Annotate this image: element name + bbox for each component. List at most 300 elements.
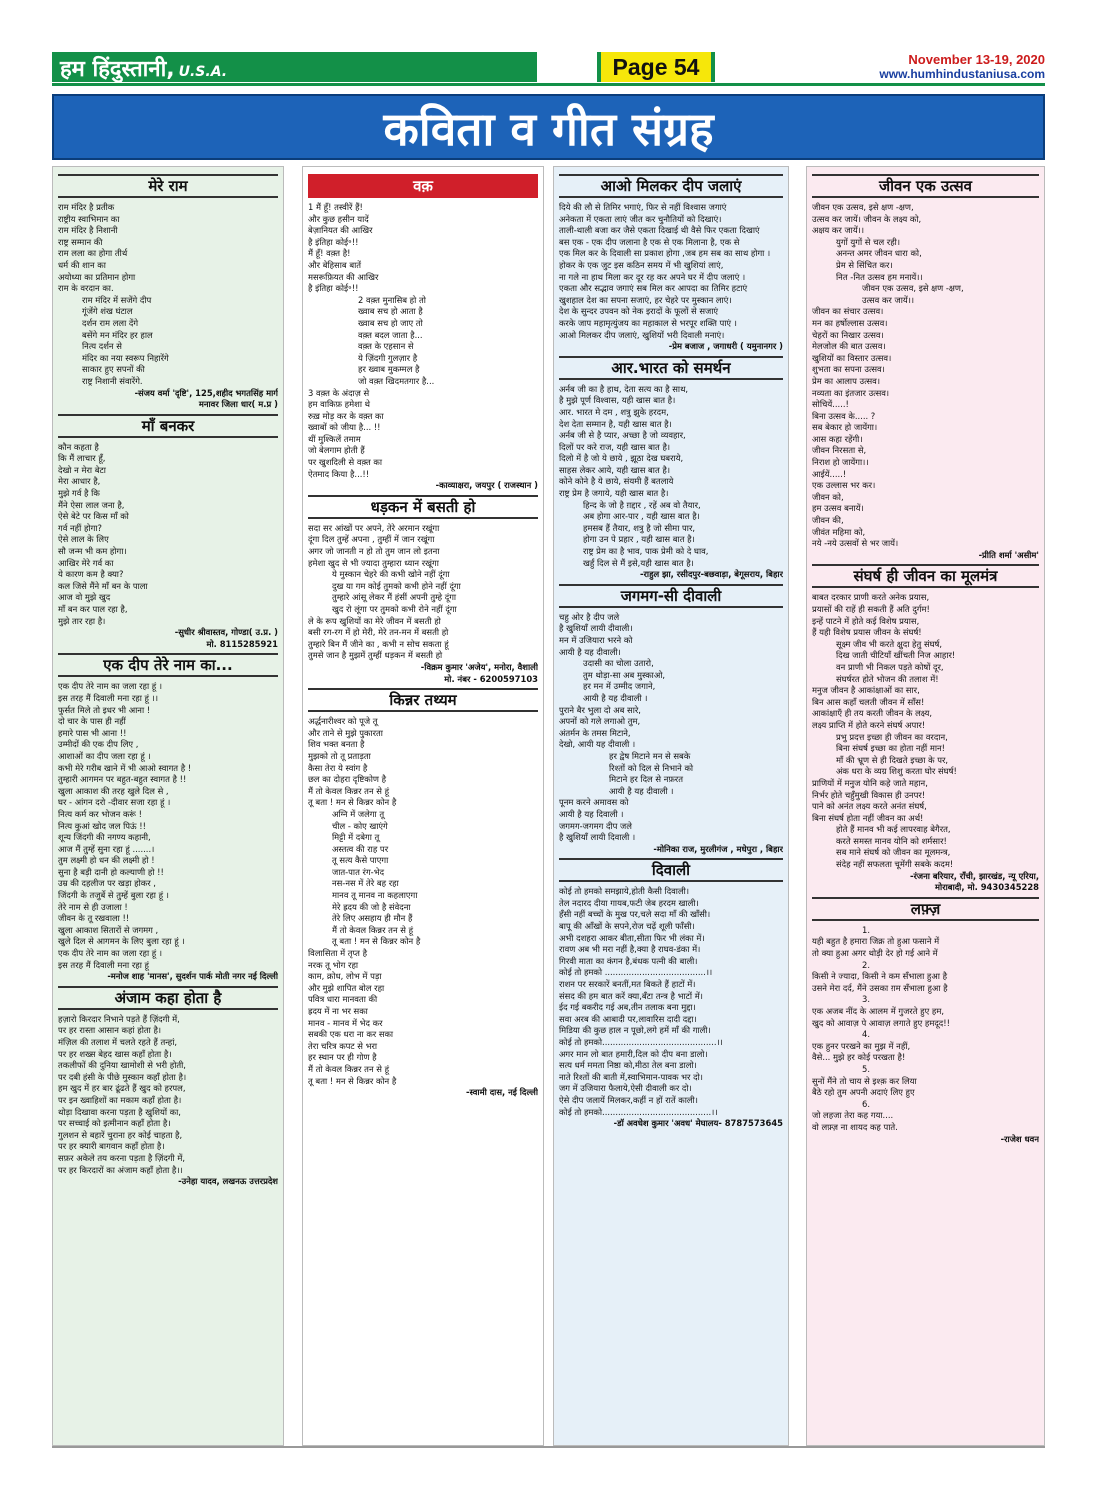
poem-line: हर ख्वाब मुकम्मल है	[358, 364, 420, 375]
poem-section	[559, 858, 783, 1129]
poem-line: मंदिर का नया स्वरूप निहारेंगे	[82, 352, 169, 363]
poem-line: मैं तो केवल किन्नर तन से हूं	[332, 924, 414, 935]
poem-line: सोचियें.....!	[812, 399, 849, 410]
poem-line: सबकी एक धरा ना कर सका	[308, 1029, 394, 1040]
poem-line: 2.	[862, 959, 870, 970]
poem-line: तुम थोड़ा-सा अब मुस्काओ,	[583, 669, 666, 680]
poem-line: खुला आकाश सितारों से जगमग ,	[58, 924, 159, 935]
poem-line: नये -नये उत्सवों से भर जायें।	[812, 538, 899, 549]
poem-line: रुख़ मोड़ कर के वक़्त का	[308, 410, 384, 421]
poem-line: 3.	[862, 994, 870, 1005]
poem-line: और कुछ हसीन यादें	[308, 213, 369, 224]
poem-line: अब होगा आर-पार , यही खास बात है।	[583, 511, 700, 522]
poem-line: पर हर क्यारी बागवान कहाँ होता है।	[58, 1141, 165, 1152]
poem-line: मुझको तो तू प्रताड़ता	[308, 750, 371, 761]
poem-line: अयोध्या का प्रतिमान होगा	[58, 271, 136, 282]
poem-line: है इंतिहा कोई॰!!	[308, 283, 359, 294]
poem-line: खुला आकाश की तरह खुले दिल से ,	[58, 785, 169, 796]
poem-line: हर मन में उम्मीद जगाने,	[583, 681, 656, 692]
header-meta	[879, 52, 1045, 81]
website-link[interactable]: www.humhindustaniusa.com	[879, 67, 1045, 81]
poem-line: मंज़िल की तलाश में चलते रहते हैं तन्हां,	[58, 1037, 178, 1047]
poem-line: रावण अब भी मरा नहीं है,क्या है राघव-डंका में।	[559, 944, 701, 955]
poem-credit: मनावर जिला धार( म.प्र )	[198, 399, 278, 410]
poem-title: आर.भारत को समर्थन	[559, 356, 783, 380]
poem-line: प्रेम से सिंचित कर।	[836, 259, 893, 270]
poem-line: जीवन का संचार उत्सव।	[812, 306, 884, 317]
poem-line: आज वो मुझे खुद	[58, 592, 111, 603]
poem-line: खुद रो लूंगा पर तुमको कभी रोने नहीं दूंगा	[332, 604, 457, 614]
poem-line: अंक धरा के व्यग्र शिशु करता घोर संघर्ष!	[836, 766, 957, 777]
poem-line: तू बता ! मन से किन्नर कोन है	[308, 1075, 397, 1086]
poem-line: हर स्थान पर ही गोण है	[308, 1052, 377, 1063]
poem-line: जीवन की,	[812, 515, 844, 526]
poem-line: खुले दिल से आगमन के लिए बुला रहा हूं ।	[58, 936, 185, 947]
poem-line: मिट्टी में दबेगा तू	[332, 832, 380, 843]
poem-line: एकता और सद्भाव जगाएं सब मिल कर आपदा का तिमिर हटाएं	[559, 283, 748, 294]
poem-line: अगर मान लो बात हमारी,दिल को दीप बना डालो।	[559, 1048, 708, 1059]
poem-line: सफ़र अकेले तय करना पड़ता है ज़िंदगी में,	[58, 1152, 186, 1163]
poem-line: अर्नब जी का है हाथ, देता सत्य का है साथ,	[559, 383, 689, 394]
poem-line: छल का दोहरा दृष्टिकोण है	[308, 774, 387, 785]
poem-line: सदा सर आंखों पर अपने, तेरे अरमान रखूंगा	[308, 522, 440, 533]
poem-line: उत्सव कर जायें। जीवन के लक्ष्य को,	[812, 213, 922, 224]
poem-line: चहु ओर है दीप जले	[559, 611, 620, 622]
poem-section	[559, 584, 783, 855]
poem-line: अर्द्धनारीश्वर को पूजे तू	[308, 716, 378, 727]
poem-credit: -संजय वर्मा 'दृष्टि', 125,शहीद भगतसिंह मार्ग	[134, 387, 278, 398]
poem-line: कैसा तेरा ये स्वांग है	[308, 762, 368, 773]
poem-line: राम लला का होगा तीर्थ	[58, 248, 128, 259]
poem-credit: मोराबादी, मो. 9430345228	[935, 882, 1039, 893]
poem-line: कल जिसे मैंने माँ बन के पाला	[58, 580, 148, 591]
poem-line: विलासिता में तृप्त है	[308, 948, 368, 959]
poem-section	[308, 688, 538, 1099]
poem-line: मनुज जीवन है आकांक्षाओं का सार,	[812, 685, 920, 696]
poem-line: सब माने संघर्ष को जीवन का मूलमन्त्र,	[836, 847, 951, 858]
poem-line: सवा अरब की आबादी पर,लावारिस दादी दद्दा।	[559, 1013, 697, 1024]
poem-line: जो लहजा तेरा कह गया....	[812, 1110, 894, 1121]
poem-line: शून्य जिंदगी की नगण्य कहानी,	[58, 832, 151, 843]
poem-line: नित्य कर्म कर भोजन करूं !	[58, 808, 142, 819]
poem-line: 4.	[862, 1029, 870, 1040]
page-number: Page 54	[597, 52, 715, 82]
poem-line: वक़्त बदल जाता है...	[358, 329, 423, 340]
poem-line: बाबत दरकार प्राणी करते अनेक प्रयास,	[812, 592, 930, 603]
poem-line: ये कारण कम है क्या?	[58, 569, 124, 580]
poem-line: दर्शन राम लला देंगे	[82, 317, 139, 328]
poem-line: राम के वरदान का.	[58, 283, 114, 294]
poem-section	[812, 897, 1039, 1145]
poem-line: कि मैं लाचार हूँ,	[58, 453, 106, 464]
poem-line: गूंजेंगे शंख घंटाल	[82, 306, 133, 317]
poem-line: पर दबी हंसी के पीछे मुस्कान कहाँ होता है।	[58, 1071, 187, 1082]
poem-line: मुझे तार रहा है।	[58, 615, 106, 626]
poem-line: लक्ष्य प्राप्ति में होते करने संघर्ष अपार!	[812, 719, 926, 730]
page-header	[52, 52, 1045, 86]
poem-line: मसरूफ़ियत की आखिर	[308, 271, 379, 282]
poem-line: जिंदगी के तजुर्बे से तुम्हें बुला रहा हूं ।	[58, 890, 169, 901]
poem-line: हैं यही विशेष प्रयास जीवन के संघर्ष!	[812, 627, 922, 638]
poem-line: दिख जाती चीटियाँ खींचती निज आहार!	[836, 650, 956, 661]
poem-line: बैठे रहो तुम अपनी अदाएं लिए हुए	[812, 1087, 915, 1098]
poem-line: मिटाने हर दिल से नफ़रत	[609, 774, 683, 785]
poem-line: प्रयासों की राहें ही सकती हैं अति दुर्गम!	[812, 604, 930, 614]
poem-line: उदासी का चोला उतारो,	[583, 658, 654, 669]
poem-line: अस्तत्व की राह पर	[332, 843, 389, 854]
poem-line: हम वाकिफ़ हमेशा थे	[308, 399, 370, 410]
poem-credit: -स्वामी दास, नई दिल्ली	[466, 1087, 538, 1098]
poem-line: हम उत्सव बनायें।	[812, 503, 864, 514]
poem-line: ऐसे लाल के लिए	[58, 534, 109, 545]
poem-line: साकार हुए सपनों की	[82, 364, 145, 375]
poem-credit: -मोनिका राज, मुरलीगंज , मधेपुरा , बिहार	[653, 843, 783, 854]
poem-line: तकलीफों की दुनिया खामोशी से भरी होती,	[58, 1060, 186, 1071]
poem-line: आकांक्षाएँ ही तय करती जीवन के लक्ष्य,	[812, 708, 933, 719]
poem-line: एक हुनर परखने का मुझ में नहीं,	[812, 1040, 911, 1051]
poem-title: धड़कन में बसती हो	[308, 495, 538, 519]
poem-line: ह्रदय में ना भर सका	[308, 1006, 368, 1016]
poem-section	[812, 564, 1039, 893]
poem-line: तू बता ! मन से किन्नर कोन है	[308, 797, 397, 808]
poem-line: निर्भर होते चहुँमुखी विकास ही उनपर!	[812, 789, 926, 800]
poem-line: सौ जन्म भी कम होगा।	[58, 546, 127, 557]
poem-line: बिन आस कहाँ चलती जीवन में साँस!	[812, 696, 925, 707]
poem-line: आयी है यह दीवाली ।	[609, 785, 674, 796]
poem-section	[559, 174, 783, 353]
poem-line: पर हर किरदारों का अंजाम कहाँ होता है।।	[58, 1164, 183, 1175]
poem-line: है इंतिहा कोई॰!!	[308, 236, 359, 247]
poem-line: तुम्हारे आंसू लेकर मैं हंसीं अपनी तुम्हे दूंगा	[332, 592, 457, 603]
poem-line: है मुझे पूर्ण विश्वास, यही खास बात है।	[559, 395, 676, 406]
poem-line: एक दीप तेरे नाम का जला रहा हूं ।	[58, 681, 163, 692]
poem-credit: -राजेश धवन	[1000, 1133, 1039, 1144]
poem-line: पाने को अनंत लक्ष्य करते अनंत संघर्ष,	[812, 801, 927, 812]
poem-line: नित्य दर्शन से	[82, 341, 122, 352]
poem-line: बसेंगे मन मंदिर हर हाल	[82, 329, 153, 340]
poem-line: तेरे नाम से ही उजाला !	[58, 901, 128, 912]
poem-line: घर - आंगन दरो -दीवार सजा रहा हूं ।	[58, 797, 171, 808]
poem-line: तुम्हारी आगमन पर बहुत-बहुत स्वागत है !!	[58, 774, 187, 785]
poem-line: मुझे गर्व है कि	[58, 488, 100, 499]
poem-title: माँ बनकर	[58, 414, 278, 438]
poem-line: उम्र की दहलीज पर खड़ा होकर ,	[58, 878, 156, 889]
poem-line: 1.	[862, 924, 870, 935]
poem-title: एक दीप तेरे नाम का...	[58, 653, 278, 677]
poem-line: गर्व नहीं होगा?	[58, 522, 102, 533]
poem-line: मानव तू मानव ना कहलाएगा	[332, 890, 418, 901]
poem-line: कोई तो हमको समझाये,होती कैसी दिवाली।	[559, 886, 689, 897]
poem-line: मन का हर्षोल्लास उत्सव।	[812, 317, 888, 328]
poem-line: तेरे लिए असहाय ही मौन हैं	[332, 913, 413, 924]
poem-line: देखो, आयी यह दीवाली ।	[559, 739, 636, 750]
poem-line: राम मंदिर है निशानी	[58, 225, 118, 236]
poem-line: हिन्द के जो है ग़द्दार , रहें अब वो तैयार,	[583, 499, 701, 510]
poem-line: खुशहाल देश का सपना सजाएं, हर चेहरे पर मुस्कान लाएं।	[559, 294, 732, 305]
poem-line: तेल नदारद दीया गायब,फटी जेब हरदम खाली।	[559, 897, 699, 908]
poem-title: किन्नर तथ्यम	[308, 688, 538, 712]
poem-line: दिये की लौ से तिमिर भगाएं, फिर से नहीं विश्वास जगाएं	[559, 202, 727, 212]
poem-line: हर द्वेष मिटाने मन से सबके	[609, 750, 691, 761]
poem-line: तू सत्य कैसे पाएगा	[332, 855, 389, 866]
poem-line: अभी दशहरा आकर बीता,सीता फिर भी लंका में।	[559, 932, 705, 943]
poem-line: तुमसे जान है मुझमें तुम्हीं धड़कन में बसती हो	[308, 650, 443, 661]
poem-line: होकर के एक जुट इस कठिन समय में भी खुशियां लाएं,	[559, 259, 724, 270]
poem-section	[308, 495, 538, 685]
poem-line: ख्वाब सच हो आता है	[358, 306, 423, 317]
poem-title: वक़	[308, 174, 538, 198]
poem-line: फुर्सत मिले तो इधर भी आना !	[58, 704, 151, 715]
poem-line: शिव भक्त बनता है	[308, 739, 365, 750]
poem-line: दुख या गम कोई तुमको कभी होने नहीं दूंगा	[332, 580, 461, 591]
poem-line: गुलशन से बहारें चुराना हर कोई चाहता है,	[58, 1129, 183, 1140]
poem-line: एक मिल कर के दिवाली सा प्रकाश होगा ,जब हम सब का साथ होगा ।	[559, 248, 771, 259]
poem-credit: -मनोज शाह 'मानस', सुदर्शन पार्क मोती नगर नई दिल्ली	[107, 971, 278, 982]
poem-line: मैं हूँ! वक़्त है!	[308, 248, 351, 259]
poem-credit: -डॉ अवधेश कुमार 'अवध' मेघालय- 8787573645	[613, 1118, 783, 1129]
poem-line: आयी है यह दीवाली ।	[583, 692, 648, 703]
poem-line: चेहरों का निखार उत्सव।	[812, 329, 884, 340]
poem-section	[58, 653, 278, 982]
poem-credit: -राहुल झा, रसीदपुर-बछवाड़ा, बेगूसराय, बिहार	[640, 569, 783, 580]
poem-line: हँसी नहीं बच्चों के मुख पर,चले सदा माँ की खाँसी।	[559, 909, 711, 920]
poem-section	[58, 414, 278, 651]
poem-line: राष्ट्र प्रेम है जगाये, यही खास बात है।	[559, 488, 669, 499]
poem-line: अर्नब जी से है प्यार, अच्छा है जो व्यवहार,	[559, 430, 686, 441]
poem-credit: मो. नंबर - 6200597103	[444, 673, 538, 684]
poem-line: वो लफ़्ज़ ना शायद कह पाते.	[812, 1121, 898, 1132]
poem-line: दो चार के पास ही नहीं	[58, 716, 126, 727]
poem-title: मेरे राम	[58, 174, 278, 198]
poem-line: 3 वक़्त के अंदाज़ से	[308, 387, 370, 398]
poem-line: देखो न मेरा बेटा	[58, 464, 106, 475]
poem-line: 1 मैं हूँ! तस्वीरें हैं!	[308, 202, 363, 212]
poem-line: कोने कोने है ये छाये, संयमी हैं बतलाये	[559, 476, 674, 487]
poem-line: आईयें.....!	[812, 468, 847, 479]
poem-line: अग्नि में जलेगा तू	[332, 808, 385, 819]
poem-line: ना गले ना हाथ मिला कर दूर रह कर अपने घर में दीप जलाएं ।	[559, 271, 746, 282]
poem-line: वैसे... मुझे हर कोई परखता है!	[812, 1052, 906, 1063]
poem-line: ये ज़िंदगी गुलज़ार है	[358, 352, 418, 363]
poem-line: दूंगा दिल तुम्हें अपना , तुम्हीं में जान रखूंगा	[308, 534, 435, 545]
poem-title: आओ मिलकर दीप जलाएं	[559, 174, 783, 198]
masthead-title: हम हिंदुस्तानी,	[60, 57, 175, 82]
poem-line: जीवन निरसता से,	[812, 445, 867, 456]
poem-line: अपनों को गले लगाओ तुम,	[559, 716, 641, 727]
poem-line: अनेकता में एकता लाएं जीत कर चुनौतियों को दिखाएं।	[559, 213, 722, 224]
poem-line: सत्य धर्म ममता निष्ठा को,मीठा तेल बना डालो।	[559, 1060, 697, 1071]
masthead-logo	[52, 52, 537, 82]
poem-line: और ताने से मुझे पुकारता	[308, 727, 383, 738]
poem-line: राष्ट्र निशानी संवारेंगे.	[82, 375, 143, 386]
poem-line: सूक्ष्म जीव भी करते क्षुदा हेतु संघर्ष,	[836, 638, 943, 649]
poem-line: मन में उजियारा भरने को	[559, 635, 633, 645]
poem-line: मैं तो केवल किन्नर तन से हूं	[308, 785, 390, 796]
poem-line: आओ मिलकर दीप जलाएं, खुशियों भरी दिवाली मनाएं।	[559, 329, 725, 340]
poem-line: मेलजोल की बात उत्सव।	[812, 341, 886, 352]
poem-line: जीवन के तू रखवाला !!	[58, 913, 130, 924]
poem-line: जो बेलगाम होती हैं	[308, 445, 365, 456]
poem-line: एक उल्लास भर कर।	[812, 480, 876, 491]
issue-date: November 13-19, 2020	[908, 52, 1045, 67]
poem-section	[812, 174, 1039, 561]
poem-line: कभी मेरे गरीब खाने में भी आओ स्वागत है !	[58, 762, 192, 773]
poem-line: इस तरह मैं दिवाली मना रहा हूं ।।	[58, 692, 159, 703]
poem-line: बसी रग-रग में हो मेरी, मेरे तन-मन में बसती हो	[308, 627, 449, 638]
poem-credit: मो. 8115285921	[206, 638, 278, 649]
poem-line: सुनों मैंने तो चाय से इश्क़ कर लिया	[812, 1075, 917, 1086]
poem-line: संघर्षरत होते भोजन की तलाश में!	[836, 673, 939, 684]
poem-line: दिलों पर करे राज, यही खास बात है।	[559, 441, 671, 452]
poem-line: साहस लेकर आये, यही खास बात है।	[559, 464, 671, 475]
poem-line: आयी है यह दिवाली ।	[559, 808, 624, 819]
poem-line: 2 वक़्त मुनासिब हो तो	[358, 294, 426, 305]
poem-line: ऐसे बेटे पर किस माँ को	[58, 511, 129, 522]
poem-line: संदेह नहीं सफलता चूमेंगी सबके कदम!	[836, 859, 954, 870]
poem-section	[58, 174, 278, 411]
poem-line: प्रेम का आलाप उत्सव।	[812, 375, 881, 386]
section-banner: कविता व गीत संग्रह	[52, 94, 1045, 160]
poem-line: जग में उजियारा फैलाये,ऐसी दीवाली कर दो।	[559, 1083, 692, 1094]
poem-line: ख्वाबों को जीया है... !!	[308, 422, 381, 433]
poem-line: ले के रूप खुशियों का मेरे जीवन में बसती हो	[308, 615, 441, 626]
poem-credit: -उनेहा यादव, लखनऊ उत्तरप्रदेश	[178, 1176, 278, 1187]
poem-line: रिश्तों को दिल से निभाने को	[609, 762, 694, 773]
poem-line: देश देता सम्मान है, यही खास बात है।	[559, 418, 672, 429]
poem-line: होगा उन पे प्रहार , यही खास बात है।	[583, 534, 695, 545]
poem-line: धर्म की शान का	[58, 259, 106, 270]
poem-credit: -काव्याक्षरा, जयपुर ( राजस्थान )	[435, 480, 538, 491]
poem-line: तुम लक्ष्मी हो धन की लक्ष्मी हो !	[58, 855, 155, 866]
poem-line: यही बहुत है हमारा जिक्र तो हुआ फसाने में	[812, 936, 940, 947]
poem-line: अगर जो जानती न हो तो तुम जान लो इतना	[308, 546, 440, 557]
poem-line: उत्सव कर जायें।।	[862, 294, 915, 305]
poem-line: नाते रिश्तों की बाती में,स्वाभिमान-पावक भर दो।	[559, 1071, 703, 1082]
poem-line: करते समस्त मानव योनि को शर्मसार!	[836, 835, 947, 846]
poem-line: आस कहा रहेंगी।	[812, 433, 863, 444]
poem-line: जगमग-जगमग दीप जले	[559, 820, 632, 831]
poem-line: चील - कोए खाएंगे	[332, 820, 388, 831]
poem-line: राम मंदिर में सजेंगे दीप	[82, 294, 152, 305]
poem-line: बिना उत्सव के..... ?	[812, 410, 876, 421]
poem-line: खुशियों का विस्तार उत्सव।	[812, 352, 892, 363]
poem-line: मेरे ह्रदय की जो है संवेदना	[332, 901, 411, 912]
poem-credit: -सुधीर श्रीवास्तव, गोण्डा( उ.प्र. )	[174, 627, 278, 638]
poem-line: बिना संघर्ष इच्छा का होता नहीं मान!	[836, 743, 946, 754]
poem-line: आर. भारत मे दम , शत्रु झुके हरदम,	[559, 406, 669, 417]
poem-line: मिडिया की कुछ हाल न पूछो,लगे हमें माँ की गाली।	[559, 1025, 711, 1036]
poem-line: जीवंत महिमा को,	[812, 526, 866, 537]
poem-line: हमारे पास भी आना !!	[58, 727, 127, 738]
poem-line: जात-पात रंग-भेद	[332, 866, 385, 877]
poem-line: अक्षय कर जायें।।	[812, 225, 865, 236]
poem-line: तेरा चरित्र कपट से भरा	[308, 1040, 378, 1051]
poem-line: थीं मुश्किलें तमाम	[308, 433, 361, 444]
poem-line: नस-नस में तेरे बह रहा	[332, 878, 399, 889]
poem-title: अंजाम कहा होता है	[58, 986, 278, 1010]
poem-line: वक़्त के एहसान से	[358, 341, 414, 352]
poem-line: पर हर रास्ता आसान कहां होता है।	[58, 1025, 162, 1036]
poem-line: उसने मेरा दर्द, मैंने उसका ग़म सँभाला हुआ है	[812, 982, 948, 993]
poem-line: कोई तो हमको.........................................।।	[559, 1106, 718, 1117]
poem-credit: -प्रीति शर्मा 'असीम'	[978, 549, 1039, 560]
poem-line: आज मैं तुम्हें सुना रहा हूं .......।	[58, 843, 155, 854]
poem-line: प्राणियों में मनुज योनि कहे जाते महान,	[812, 777, 928, 788]
poem-line: ख्वाब सच हो जाए तो	[358, 317, 423, 328]
poem-line: निराश हो जायेंगा।।	[812, 457, 869, 468]
poem-credit: -प्रेम बजाज , जगाधरी ( यमुनानगर )	[668, 341, 783, 352]
poem-line: राम मंदिर है प्रतीक	[58, 202, 115, 212]
poem-title: जीवन एक उत्सव	[812, 174, 1039, 198]
header-divider	[52, 83, 1045, 86]
poem-line: है खुशियाँ लायी दिवाली ।	[559, 832, 636, 843]
poem-line: किसी ने ज्यादा, किसी ने कम सँभाला हुआ है	[812, 971, 948, 982]
poem-line: नित्य कुआं खोद जल पिऊं !!	[58, 820, 146, 831]
poem-line: खर्हुं दिल से मैं इसे,यही खास बात है।	[583, 557, 694, 568]
poem-line: जो वक़्त खिदमतगार है...	[358, 375, 435, 386]
poem-title: संघर्ष ही जीवन का मूलमंत्र	[812, 564, 1039, 588]
poem-title: दिवाली	[559, 858, 783, 882]
poem-line: अंतर्मन के तमस मिटाने,	[559, 727, 631, 738]
poem-line: बेज़ानियत की आखिर	[308, 225, 373, 236]
poem-credit: -विक्रम कुमार 'अजेय', मनोरा, वैशाली	[420, 661, 538, 672]
poem-section	[58, 986, 278, 1188]
poem-line: तू बता ! मन से किन्नर कोन है	[332, 936, 421, 947]
poem-line: खुद को आवाज़ पे आवाज़ लगाते हुए हमदूद!!	[812, 1017, 950, 1028]
poem-line: देश के सुन्दर उपवन को नेक इरादों के फूलों से सजाएं	[559, 306, 719, 317]
poem-line: आखिर मेरे गर्व का	[58, 557, 114, 568]
poem-section	[559, 356, 783, 581]
poem-line: अनन्त अमर जीवन धारा को,	[836, 248, 922, 259]
poem-title: लफ़्ज़	[812, 897, 1039, 921]
poem-line: जीवन एक उत्सव, इसे क्षण -क्षण,	[812, 202, 914, 212]
poem-line: हमसब हैं तैयार, शत्रु है जो सीमा पार,	[583, 522, 696, 533]
poem-line: राशन पर सरकारें बनतीं,मत बिकते हैं हाटों में।	[559, 979, 696, 990]
poem-line: तुम्हारे बिन मैं जीने का , कभी न सोच सकता हूं	[308, 638, 449, 649]
column-4	[806, 166, 1045, 1446]
poem-line: एक दीप तेरे नाम का जला रहा हूं ।	[58, 948, 163, 959]
masthead-suffix: U.S.A.	[178, 64, 228, 80]
poem-credit: -रंजना बरियार, राँची, झारखंड, न्यू एरिया,	[910, 870, 1039, 881]
poem-title: जगमग-सी दीवाली	[559, 584, 783, 608]
poem-line: नरक तू भोग रहा	[308, 959, 359, 970]
poem-line: है खुशियाँ लायी दीवाली।	[559, 623, 633, 634]
poem-line: पुराने बैर भुला दो अब सारे,	[559, 704, 641, 715]
poem-line: शुभता का सपना उत्सव।	[812, 364, 885, 375]
poem-line: पर सच्चाई को इत्मीनान कहाँ होता है।	[58, 1118, 171, 1129]
poem-line: दिलो में है जो ये छाये , झूठा देख घबराये,	[559, 453, 684, 464]
poem-line: नित -नित उत्सव हम मनायें।।	[836, 271, 923, 282]
poem-line: जीवन एक उत्सव, इसे क्षण -क्षण,	[862, 283, 964, 294]
poem-line: काम, क्रोध, लोभ में पड़ा	[308, 971, 382, 982]
poem-line: इन्हें पाटने में होते कई विशेष प्रयास,	[812, 615, 920, 626]
poem-line: पूनम करने अमावस को	[559, 797, 629, 808]
poem-line: सब बेकार हो जायेंगा।	[812, 422, 878, 433]
poem-line: ईद गई बकरीद गई अब,तीन तलाक बना मुद्दा।	[559, 1002, 696, 1013]
poem-line: मैंने ऐसा लाल जना है,	[58, 499, 125, 510]
poem-line: मानव - मानव में भेद कर	[308, 1017, 383, 1028]
poem-line: पर हर शख्स बेहद खास कहाँ होता है।	[58, 1048, 172, 1059]
poem-line: होते हैं मानव भी कई लापरवाह बेगैरत,	[836, 824, 951, 835]
poem-line: बापू की आँखों के सपने,रोज चढ़ें शूली फाँसी।	[559, 921, 695, 932]
poem-line: पवित्र धारा मानवता की	[308, 994, 378, 1005]
poem-line: पर खुशदिली से वक़्त का	[308, 457, 383, 468]
poem-line: पर इन ख्वाहिशों का मकाम कहाँ होता है।	[58, 1094, 182, 1105]
poem-line: नव्यता का इंतजार उत्सव।	[812, 387, 890, 398]
poem-line: प्रभु प्रदत्त इच्छा ही जीवन का वरदान,	[836, 731, 948, 742]
poem-line: ऐसे दीप जलायें मिलकर,कहीं न हों रातें काली।	[559, 1094, 698, 1105]
poem-line: कोई तो हमको ......................................।।	[559, 967, 713, 978]
